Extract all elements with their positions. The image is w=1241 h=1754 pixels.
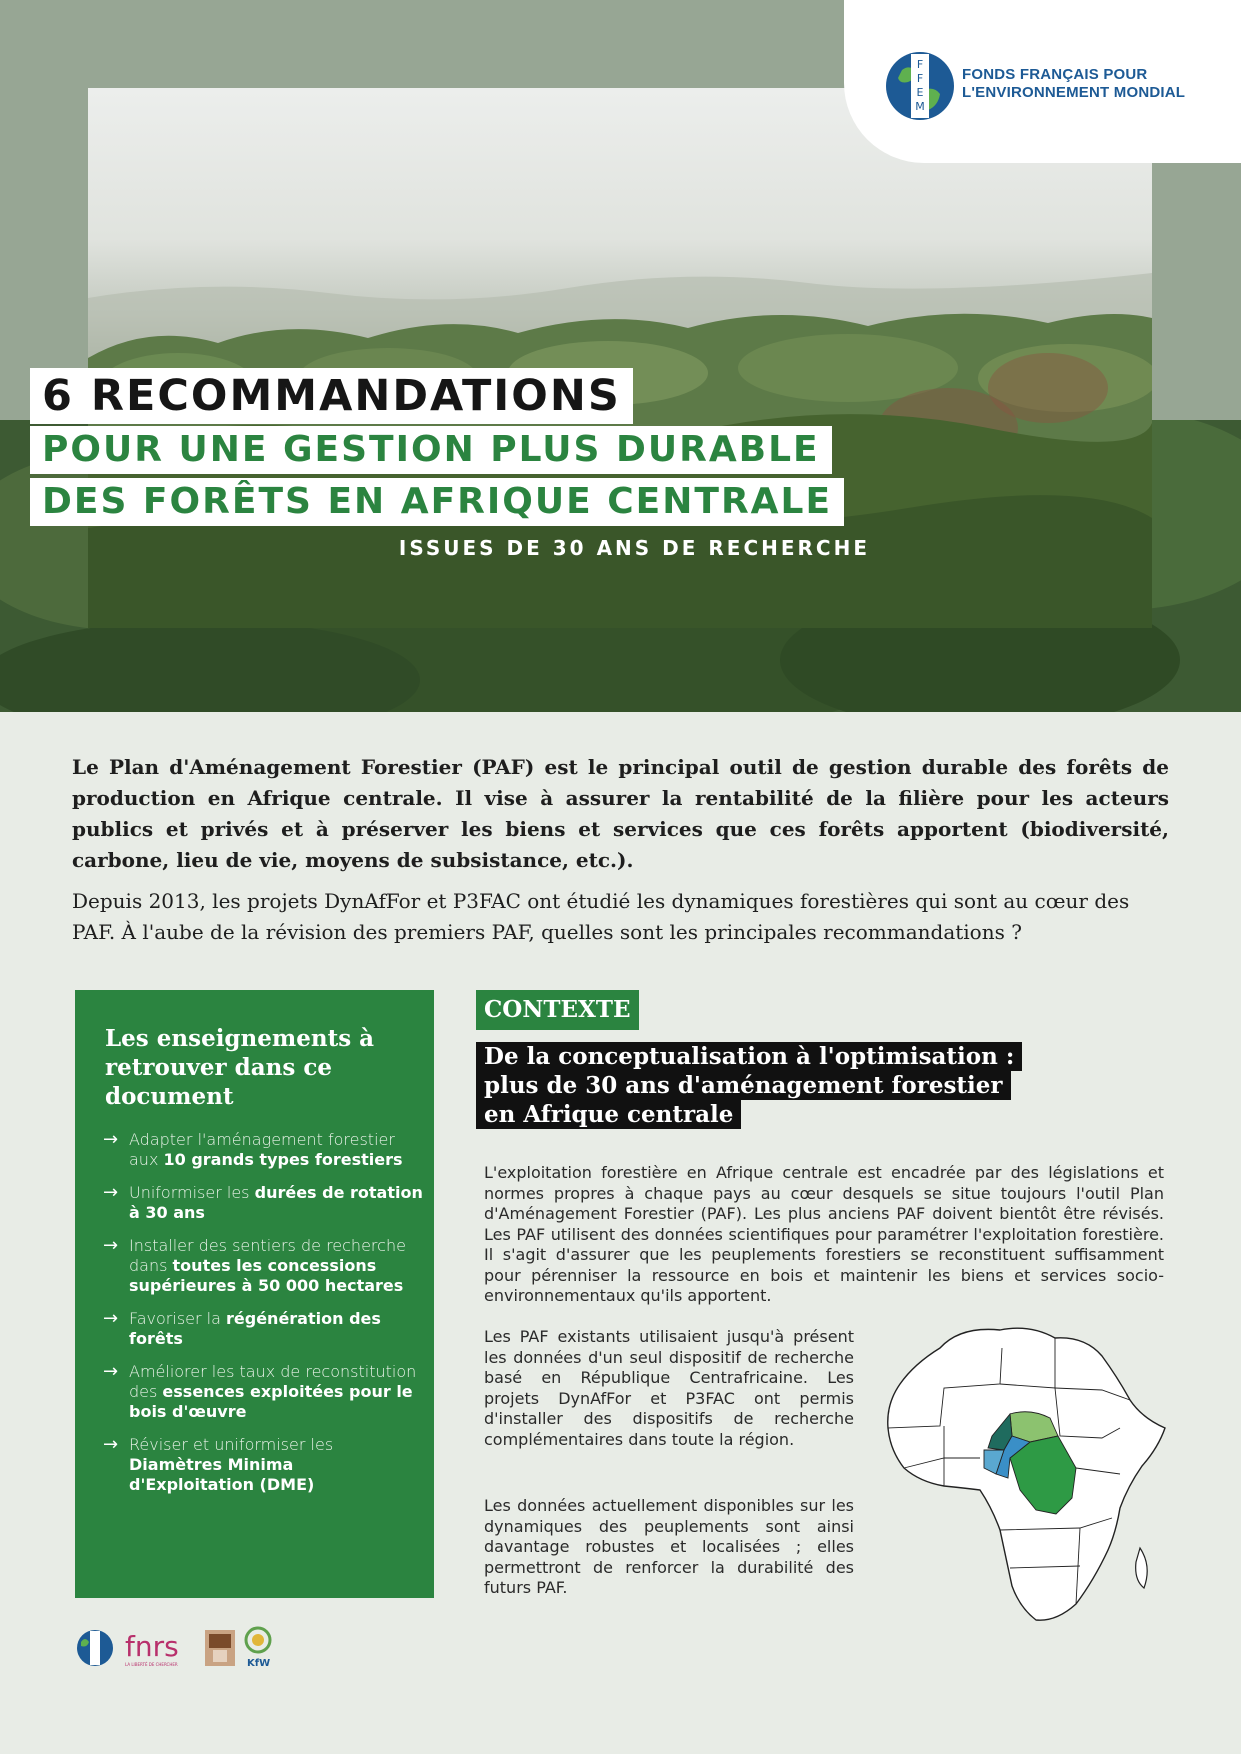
arrow-right-icon: → [103, 1235, 119, 1256]
fnrs-wordmark: fnrs [125, 1630, 179, 1663]
kfw-wordmark: KfW [247, 1658, 271, 1669]
arrow-right-icon: → [103, 1182, 119, 1203]
logo-line-2: L'ENVIRONNEMENT MONDIAL [962, 84, 1186, 101]
hero-banner [0, 0, 1241, 712]
arrow-right-icon: → [103, 1361, 119, 1382]
intro-paragraph: Depuis 2013, les projets DynAfFor et P3FAC ont étudié les dynamiques forestières qui sont au cœur des PAF. À l'aube de la révision des premiers PAF, quelles sont les principales recommandations ? [72, 889, 1130, 944]
context-tag: CONTEXTE [476, 990, 639, 1030]
partner-logos [75, 1622, 295, 1672]
lesson-text: Réviser et uniformiser les [129, 1435, 334, 1454]
logo-line-1: FONDS FRANÇAIS POUR [962, 66, 1148, 83]
intro-section [72, 752, 1169, 948]
arrow-right-icon: → [103, 1308, 119, 1329]
arrow-right-icon: → [103, 1434, 119, 1455]
context-heading-line-1: De la conceptualisation à l'optimisation : [476, 1042, 1022, 1071]
lesson-text: Améliorer les taux de reconstitution des [129, 1362, 417, 1401]
fnrs-tagline: LA LIBERTÉ DE CHERCHER [125, 1662, 178, 1667]
title-line-2: POUR UNE GESTION PLUS DURABLE [30, 426, 832, 474]
lesson-highlight: régénération des forêts [129, 1309, 381, 1348]
ffem-logo-text [962, 66, 1222, 102]
context-heading [476, 1042, 1022, 1129]
logo-letter: E [916, 86, 924, 99]
ffem-logo-card [844, 0, 1241, 163]
lesson-text: Favoriser la [129, 1309, 226, 1328]
lesson-text: Adapter l'aménagement forestier aux [129, 1130, 395, 1169]
lessons-list [103, 1130, 423, 1508]
logo-letter: M [915, 100, 925, 113]
title-line-3: DES FORÊTS EN AFRIQUE CENTRALE [30, 478, 844, 526]
arrow-right-icon: → [103, 1129, 119, 1150]
intro-bold-paragraph: Le Plan d'Aménagement Forestier (PAF) est le principal outil de gestion durable des forêts de production en Afrique centrale. Il vise à assurer la rentabilité de la filière pour les acteurs publics et privés et à préserver les biens et services que ces forêts apportent (biodiversité, carbone, lieu de vie, moyens de subsistance, etc.). [72, 755, 1169, 872]
context-paragraph-2: Les PAF existants utilisaient jusqu'à présent les données d'un seul dispositif de recherche basé en République Centrafricaine. Les projets DynAfFor et P3FAC ont permis d'installer des dispositifs de recherche complémentaires dans toute la région. [484, 1327, 854, 1449]
title-line-1: 6 RECOMMANDATIONS [30, 368, 633, 424]
research-institute-logo [205, 1630, 235, 1666]
context-heading-line-2: plus de 30 ans d'aménagement forestier [476, 1071, 1011, 1100]
lesson-item [103, 1183, 423, 1223]
lesson-text: Uniformiser les [129, 1183, 255, 1202]
ffem-small-logo [77, 1630, 113, 1666]
lesson-highlight: essences exploitées pour le bois d'œuvre [129, 1382, 413, 1421]
lesson-text: Installer des sentiers de recherche dans [129, 1236, 406, 1275]
sidebar-title: Les enseignements à retrouver dans ce document [105, 1025, 375, 1110]
lesson-highlight: toutes les concessions supérieures à 50 000 hectares [129, 1256, 404, 1295]
lesson-item [103, 1130, 423, 1170]
lesson-item [103, 1435, 423, 1495]
logo-letter: F [916, 72, 924, 85]
title-subtitle: ISSUES DE 30 ANS DE RECHERCHE [398, 536, 870, 560]
lesson-item [103, 1309, 423, 1349]
lessons-sidebar [75, 990, 434, 1598]
lesson-item [103, 1362, 423, 1422]
lesson-highlight: Diamètres Minima d'Exploitation (DME) [129, 1455, 315, 1494]
context-paragraph-3: Les données actuellement disponibles sur les dynamiques des peuplements sont ainsi davantage robustes et localisées ; elles permettront de renforcer la durabilité des futurs PAF. [484, 1496, 854, 1597]
lesson-highlight: durées de rotation à 30 ans [129, 1183, 423, 1222]
globe-icon [884, 50, 956, 122]
kfw-logo [246, 1628, 270, 1669]
logo-letter: F [916, 58, 924, 71]
lesson-item [103, 1236, 423, 1296]
fnrs-logo [125, 1630, 179, 1667]
context-heading-line-3: en Afrique centrale [476, 1100, 741, 1129]
africa-map [880, 1318, 1170, 1628]
context-paragraph-1: L'exploitation forestière en Afrique centrale est encadrée par des législations et normes propres à chaque pays au cœur desquels se situe toujours l'outil Plan d'Aménagement Forestier (PAF). Les plus anciens PAF doivent bientôt être révisés. Les PAF utilisent des données scientifiques pour paramétrer l'exploitation forestière. Il s'agit d'assurer que les peuplements forestiers se reconstituent suffisamment pour pérenniser la ressource en bois et maintenir les biens et services socio-environnementaux qu'ils apportent. [484, 1163, 1164, 1305]
lesson-highlight: 10 grands types forestiers [163, 1150, 403, 1169]
